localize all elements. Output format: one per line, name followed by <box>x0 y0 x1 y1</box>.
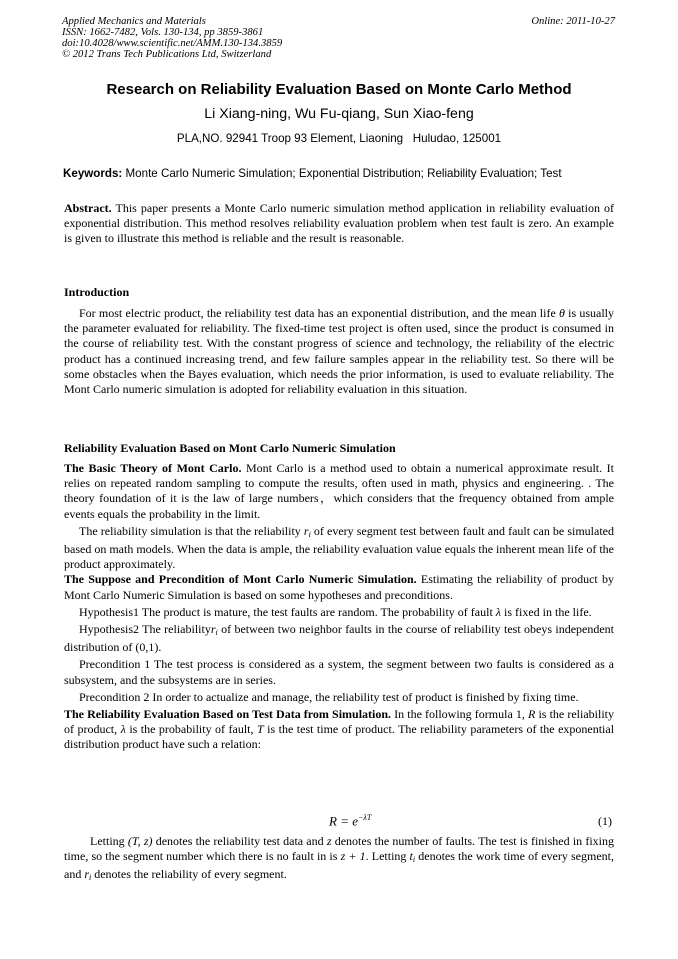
i-subscript: i <box>412 855 416 865</box>
online-date: Online: 2011-10-27 <box>531 16 615 27</box>
hypothesis2-end: . <box>158 640 162 655</box>
r-i-symbol <box>211 622 218 636</box>
affiliation: PLA,NO. 92941 Troop 93 Element, Liaoning Huludao, 125001 <box>176 132 502 145</box>
reliability-eval-label: The Reliability Evaluation Based on Test Data from Simulation. <box>64 707 392 722</box>
letting-text-d: . Letting <box>365 849 407 864</box>
r-symbol: r <box>210 622 216 637</box>
doi-line: doi:10.4028/www.scientific.net/AMM.130-134.3859 <box>62 38 283 49</box>
letting-text-b: denotes the reliability test data and <box>155 834 324 848</box>
letting-text-e: denotes the work time of every segment, and <box>64 849 615 882</box>
reliability-eval-text-b: is the reliability of product, <box>64 707 614 737</box>
reliability-eval-text-c: is the probability of fault, <box>129 722 254 737</box>
precondition2: Precondition 2 In order to actualize and manage, the reliability test of product is finished by fixing time. <box>79 689 579 704</box>
reliability-eval-text-a: In the following formula 1, <box>394 707 525 722</box>
letting-text-f: denotes the reliability of every segment. <box>94 867 287 882</box>
intro-text-b: is usually the parameter evaluated for reliability. The fixed-time test project is often used, since the product is consumed in the course of reliability test. With the constant progress of science and technology, the reliability of the electric product has a continued increasing trend, and few failure samples appear in the reliability test. So there will be some obstacles when the Bayes evaluation, which needs the prior information, is used to evaluate reliability. The Mont Carlo numeric simulation is adopted for reliability evaluation in this situation. <box>64 306 615 397</box>
abstract-text: This paper presents a Monte Carlo numeric simulation method application in reliability evaluation of exponential distribution. This method resolves reliability evaluation problem when test fault is zero. An example is given to illustrate this method is reliable and the result is reasonable. <box>64 201 614 246</box>
hypothesis2 <box>64 622 614 655</box>
keywords-text: Monte Carlo Numeric Simulation; Exponential Distribution; Reliability Evaluation; Test <box>125 167 562 180</box>
i-subscript: i <box>215 628 218 638</box>
journal-header <box>62 16 282 60</box>
paper-title: Research on Reliability Evaluation Based on Monte Carlo Method <box>106 81 572 98</box>
equation-exponent: −λT <box>357 813 372 822</box>
hypothesis1-text-b: is fixed in the life. <box>504 604 592 619</box>
i-subscript: i <box>89 873 92 883</box>
intro-paragraph <box>64 306 614 397</box>
hypothesis1 <box>64 605 614 620</box>
hypothesis2-text-a: Hypothesis2 The reliability <box>79 622 211 637</box>
hypothesis1-text-a: Hypothesis1 The product is mature, the test faults are random. The probability of fault <box>79 604 493 619</box>
r-symbol: r <box>84 867 89 882</box>
authors: Li Xiang-ning, Wu Fu-qiang, Sun Xiao-feng <box>204 106 474 122</box>
t-i-symbol <box>410 849 416 863</box>
issn-line: ISSN: 1662-7482, Vols. 130-134, pp 3859-3861 <box>62 27 264 38</box>
theta-symbol: θ <box>559 306 565 320</box>
equation-lhs: R = e <box>329 813 358 829</box>
simulation-text-b: of every segment test between fault and fault can be simulated based on math models. When the data is ample, the reliability evaluation value equals the inherent mean life of the product approximately. <box>64 523 614 572</box>
keywords-label: Keywords: <box>63 167 123 180</box>
lambda-symbol: λ <box>495 604 501 619</box>
journal-name: Applied Mechanics and Materials <box>62 16 206 27</box>
keywords <box>63 167 623 180</box>
intro-heading: Introduction <box>64 285 130 299</box>
abstract <box>64 201 614 247</box>
precondition1: Precondition 1 The test process is considered as a system, the segment between two faults is considered as a subsystem, and the subsystems are in series. <box>64 657 614 687</box>
T-symbol: T <box>257 722 264 737</box>
equation-body <box>329 813 371 829</box>
basic-theory-paragraph <box>64 461 614 522</box>
section1-body <box>64 461 614 753</box>
abstract-label: Abstract. <box>64 201 112 215</box>
equation-number: (1) <box>598 814 612 828</box>
hypothesis2-text-b: of between two neighbor faults in the course of reliability test obeys independent distribution of <box>64 622 615 655</box>
letting-text-c: denotes the number of faults. The test is finished in fixing time, so the segment number which there is no fault in is <box>64 834 615 864</box>
R-symbol: R <box>528 707 536 722</box>
suppose-label: The Suppose and Precondition of Mont Carlo Numeric Simulation. <box>64 572 417 587</box>
section1-heading: Reliability Evaluation Based on Mont Carlo Numeric Simulation <box>64 441 396 455</box>
interval-symbol: (0,1) <box>135 640 159 655</box>
simulation-text-a: The reliability simulation is that the reliability <box>79 523 301 538</box>
basic-theory-text: Mont Carlo is a method used to obtain a numerical approximate result. It relies on repeated random sampling to compute the results, often used in math, physics and engineering. . The theory foundation of it is the law of large numbers，which considers that the frequency obtained from ample events equals the probability in the limit. <box>64 461 614 521</box>
Tz-symbol: (T, z) <box>127 834 153 848</box>
z-plus-one: z + 1 <box>340 849 366 864</box>
copyright-line: © 2012 Trans Tech Publications Ltd, Switzerland <box>62 49 272 60</box>
r-i-symbol <box>304 524 311 538</box>
reliability-eval-paragraph <box>64 707 614 753</box>
i-subscript: i <box>308 529 311 539</box>
simulation-paragraph <box>64 524 614 573</box>
suppose-paragraph <box>64 572 614 602</box>
suppose-text: Estimating the reliability of product by Mont Carlo Numeric Simulation is based on some hypotheses and preconditions. <box>64 572 615 602</box>
z-symbol: z <box>326 834 332 848</box>
letting-paragraph <box>64 834 614 886</box>
equation-1 <box>64 813 614 831</box>
t-symbol: t <box>409 849 413 864</box>
r-symbol: r <box>303 523 309 538</box>
basic-theory-label: The Basic Theory of Mont Carlo. <box>64 461 242 475</box>
lambda-symbol: λ <box>120 722 126 737</box>
reliability-eval-text-d: is the test time of product. The reliability parameters of the exponential distribution product have such a relation: <box>64 722 615 752</box>
r-i-symbol <box>84 867 91 881</box>
intro-text-a: For most electric product, the reliability test data has an exponential distribution, and the mean life <box>79 306 556 320</box>
letting-text-a: Letting <box>90 834 125 848</box>
